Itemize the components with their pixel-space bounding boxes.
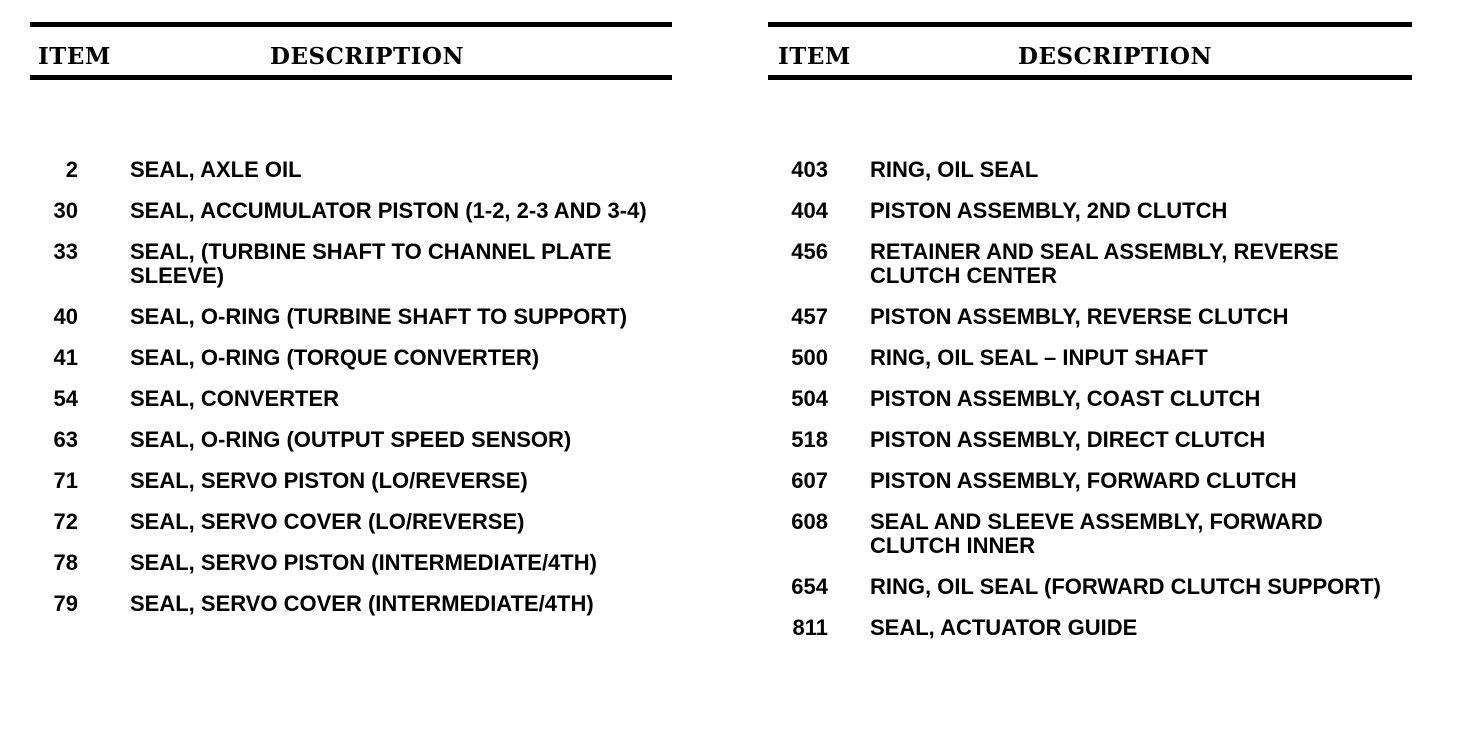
table-row — [768, 387, 1412, 411]
table-header — [30, 27, 672, 75]
table-row — [768, 575, 1412, 599]
description-column-header: DESCRIPTION — [270, 43, 464, 70]
item-number: 404 — [791, 198, 828, 223]
item-description: SEAL, O-RING (TORQUE CONVERTER) — [130, 345, 540, 370]
item-number: 79 — [53, 591, 78, 616]
table-header — [768, 27, 1412, 75]
table-row — [768, 428, 1412, 452]
table-row — [768, 305, 1412, 329]
item-number: 607 — [791, 468, 828, 493]
right-rows — [768, 158, 1412, 657]
table-header-rule — [30, 75, 672, 80]
item-number: 2 — [65, 157, 78, 182]
left-rows — [30, 158, 672, 633]
table-row — [30, 387, 672, 411]
table-row — [30, 305, 672, 329]
item-number: 40 — [53, 304, 78, 329]
table-header-rule — [768, 75, 1412, 80]
item-description: PISTON ASSEMBLY, 2ND CLUTCH — [870, 198, 1228, 223]
item-description: PISTON ASSEMBLY, REVERSE CLUTCH — [870, 304, 1289, 329]
description-column-header: DESCRIPTION — [1018, 43, 1212, 70]
table-row — [30, 592, 672, 616]
item-number: 811 — [792, 615, 828, 640]
item-description: PISTON ASSEMBLY, COAST CLUTCH — [870, 386, 1261, 411]
table-row — [768, 469, 1412, 493]
item-number: 63 — [53, 427, 78, 452]
item-description: SEAL, O-RING (OUTPUT SPEED SENSOR) — [130, 427, 572, 452]
table-row — [768, 346, 1412, 370]
item-description: RING, OIL SEAL — [870, 157, 1039, 182]
item-description: RETAINER AND SEAL ASSEMBLY, REVERSE CLUTCH CENTER — [870, 239, 1339, 288]
item-number: 54 — [53, 386, 78, 411]
item-number: 71 — [53, 468, 78, 493]
table-row — [30, 240, 672, 288]
table-row — [768, 616, 1412, 640]
item-description: SEAL, SERVO COVER (INTERMEDIATE/4TH) — [130, 591, 594, 616]
item-column-header: ITEM — [778, 43, 851, 70]
item-number: 457 — [791, 304, 828, 329]
item-number: 78 — [53, 550, 78, 575]
item-description: PISTON ASSEMBLY, DIRECT CLUTCH — [870, 427, 1266, 452]
table-row — [30, 510, 672, 534]
table-row — [768, 199, 1412, 223]
item-number: 403 — [791, 157, 828, 182]
item-number: 456 — [791, 239, 828, 264]
item-number: 72 — [53, 509, 78, 534]
right-parts-table — [768, 22, 1412, 640]
item-description: SEAL, (TURBINE SHAFT TO CHANNEL PLATE SLEEVE) — [130, 239, 612, 288]
item-number: 654 — [791, 574, 828, 599]
table-row — [30, 346, 672, 370]
item-column-header: ITEM — [38, 43, 111, 70]
item-description: SEAL, SERVO PISTON (LO/REVERSE) — [130, 468, 528, 493]
item-description: SEAL, CONVERTER — [130, 386, 340, 411]
left-parts-table — [30, 22, 672, 616]
item-number: 33 — [53, 239, 78, 264]
item-description: PISTON ASSEMBLY, FORWARD CLUTCH — [870, 468, 1297, 493]
table-row — [30, 469, 672, 493]
item-number: 504 — [791, 386, 828, 411]
table-row — [768, 158, 1412, 182]
item-description: SEAL, SERVO COVER (LO/REVERSE) — [130, 509, 525, 534]
item-description: SEAL, SERVO PISTON (INTERMEDIATE/4TH) — [130, 550, 597, 575]
item-description: RING, OIL SEAL (FORWARD CLUTCH SUPPORT) — [870, 574, 1381, 599]
item-description: SEAL, ACCUMULATOR PISTON (1-2, 2-3 AND 3-4) — [130, 198, 647, 223]
item-description: SEAL, ACTUATOR GUIDE — [870, 615, 1138, 640]
item-description: SEAL, AXLE OIL — [130, 157, 302, 182]
table-row — [30, 158, 672, 182]
item-description: SEAL AND SLEEVE ASSEMBLY, FORWARD CLUTCH INNER — [870, 509, 1323, 558]
item-description: SEAL, O-RING (TURBINE SHAFT TO SUPPORT) — [130, 304, 628, 329]
table-row — [30, 428, 672, 452]
item-number: 500 — [791, 345, 828, 370]
table-row — [30, 199, 672, 223]
item-description: RING, OIL SEAL – INPUT SHAFT — [870, 345, 1208, 370]
table-row — [768, 510, 1412, 558]
item-number: 30 — [53, 198, 78, 223]
table-row — [30, 551, 672, 575]
item-number: 608 — [791, 509, 828, 534]
item-number: 41 — [53, 345, 78, 370]
table-row — [768, 240, 1412, 288]
item-number: 518 — [791, 427, 828, 452]
